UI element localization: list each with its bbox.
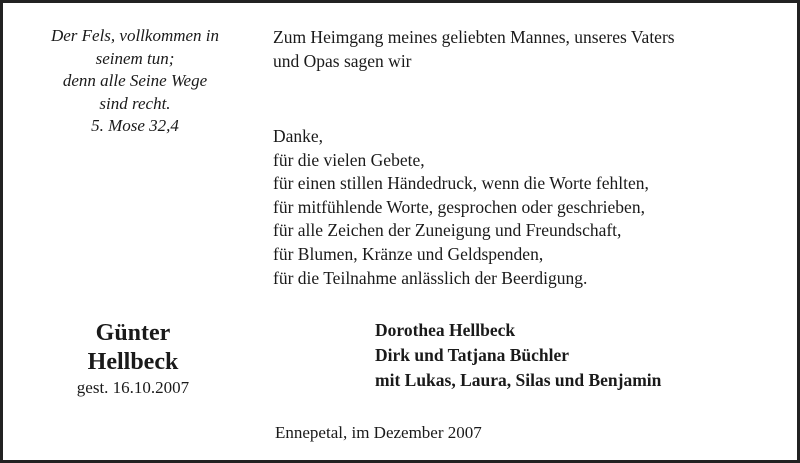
- thanks-line: für Blumen, Kränze und Geldspenden,: [273, 243, 544, 264]
- bible-verse: [19, 25, 251, 138]
- verse-line: denn alle Seine Wege: [62, 71, 208, 91]
- thanks-line: für alle Zeichen der Zuneigung und Freundschaft,: [273, 220, 622, 241]
- verse-line: seinem tun;: [95, 48, 175, 68]
- family-line: mit Lukas, Laura, Silas und Benjamin: [375, 370, 662, 390]
- verse-reference: 5. Mose 32,4: [91, 116, 179, 136]
- family-signatures: [375, 318, 661, 393]
- verse-line: sind recht.: [99, 93, 171, 113]
- intro-text: [273, 25, 675, 73]
- place-and-date: Ennepetal, im Dezember 2007: [275, 423, 482, 442]
- thanks-line: für mitfühlende Worte, gesprochen oder geschrieben,: [273, 196, 645, 217]
- thanks-line: für die vielen Gebete,: [273, 149, 425, 170]
- deceased-name-block: [43, 319, 223, 398]
- deceased-last-name: Hellbeck: [87, 349, 179, 375]
- deceased-first-name: Günter: [95, 320, 171, 346]
- family-line: Dirk und Tatjana Büchler: [375, 345, 570, 365]
- thanks-line: für einen stillen Händedruck, wenn die Worte fehlten,: [273, 173, 649, 194]
- thanks-heading: Danke,: [273, 126, 324, 146]
- thanks-text: [273, 125, 649, 290]
- verse-line: Der Fels, vollkommen in: [50, 26, 220, 45]
- intro-line: und Opas sagen wir: [273, 51, 412, 71]
- death-date: gest. 16.10.2007: [76, 378, 190, 397]
- family-line: Dorothea Hellbeck: [375, 320, 516, 340]
- intro-line: Zum Heimgang meines geliebten Mannes, unseres Vaters: [273, 27, 675, 47]
- thanks-line: für die Teilnahme anlässlich der Beerdigung.: [273, 267, 588, 288]
